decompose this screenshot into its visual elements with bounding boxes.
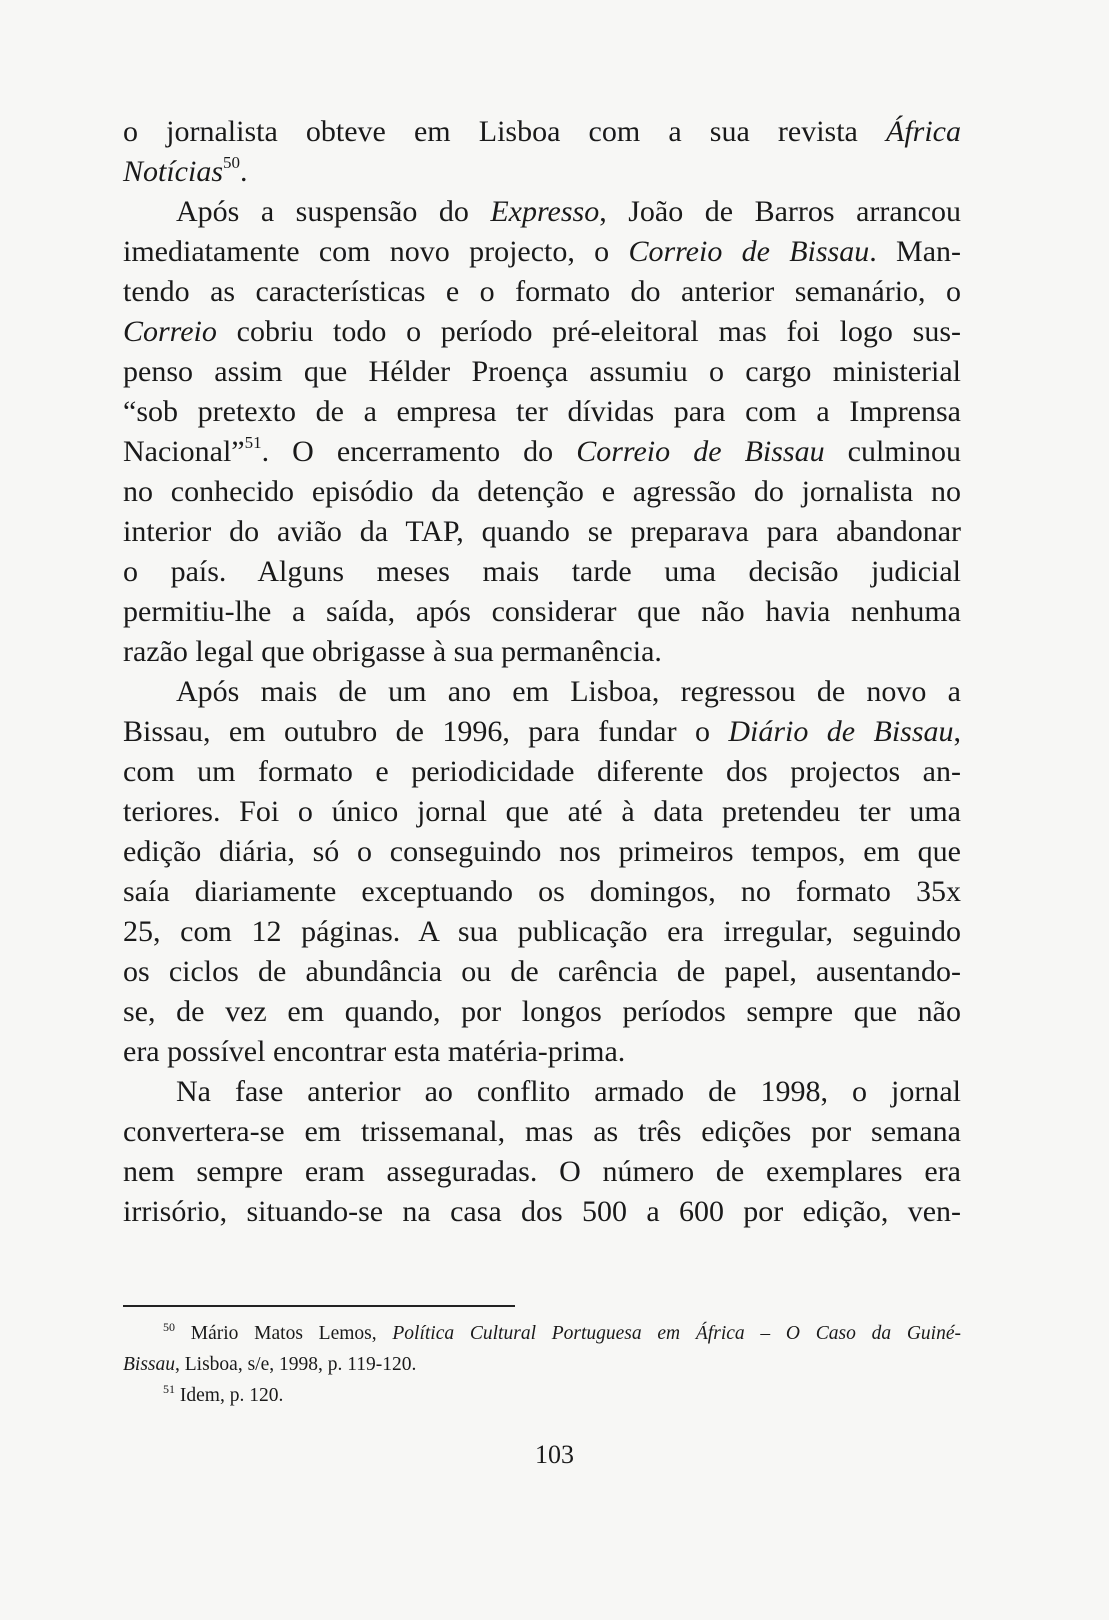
text-line: [123, 712, 961, 752]
text-line: [123, 672, 961, 712]
text-run: cobriu todo o período pré-eleitoral mas foi logo sus-: [216, 315, 961, 348]
text-run: Após a suspensão do: [176, 195, 491, 228]
text-line: [123, 1032, 961, 1072]
text-run: nem sempre eram asseguradas. O número de exemplares era: [123, 1155, 961, 1188]
text-run: interior do avião da TAP, quando se preparava para abandonar: [123, 515, 961, 548]
text-line: [123, 1112, 961, 1152]
text-run: o país. Alguns meses mais tarde uma decisão judicial: [123, 555, 961, 588]
footnote-line: [123, 1349, 961, 1380]
text-line: [123, 592, 961, 632]
text-line: [123, 872, 961, 912]
text-line: [123, 432, 961, 472]
text-run: Na fase anterior ao conflito armado de 1998, o jornal: [176, 1075, 961, 1108]
text-run: Idem, p. 120.: [175, 1385, 284, 1406]
text-line: [123, 512, 961, 552]
text-line: [123, 1192, 961, 1232]
footnote-reference: 51: [163, 1382, 175, 1396]
italic-text: Correio de Bissau: [576, 435, 825, 468]
text-run: .: [240, 155, 248, 188]
text-run: Após mais de um ano em Lisboa, regressou de novo a: [176, 675, 961, 708]
text-run: com um formato e periodicidade diferente dos projectos an-: [123, 755, 961, 788]
text-run: culminou: [824, 435, 961, 468]
text-run: Nacional”: [123, 435, 245, 468]
text-line: [123, 192, 961, 232]
text-line: [123, 272, 961, 312]
italic-text: Notícias: [123, 155, 224, 188]
text-run: Bissau, em outubro de 1996, para fundar o: [123, 715, 729, 748]
text-run: teriores. Foi o único jornal que até à data pretendeu ter uma: [123, 795, 961, 828]
text-run: convertera-se em trissemanal, mas as três edições por semana: [123, 1115, 961, 1148]
page-number: 103: [535, 1440, 574, 1469]
text-run: ,: [953, 715, 961, 748]
text-line: [123, 112, 961, 152]
text-run: no conhecido episódio da detenção e agressão do jornalista no: [123, 475, 961, 508]
italic-text: África: [886, 115, 961, 148]
footnote-reference: 50: [163, 1320, 175, 1334]
italic-text: Diário de Bissau: [728, 715, 954, 748]
text-run: penso assim que Hélder Proença assumiu o cargo ministerial: [123, 355, 961, 388]
text-line: [123, 792, 961, 832]
text-run: . Man-: [869, 235, 961, 268]
text-run: imediatamente com novo projecto, o: [123, 235, 629, 268]
text-line: [123, 1072, 961, 1112]
text-run: irrisório, situando-se na casa dos 500 a 600 por edição, ven-: [123, 1195, 961, 1228]
footnote-divider: [123, 1305, 515, 1307]
text-run: 25, com 12 páginas. A sua publicação era irregular, seguindo: [123, 915, 961, 948]
text-run: , Lisboa, s/e, 1998, p. 119-120.: [175, 1354, 417, 1375]
footnote-reference: 51: [244, 433, 262, 452]
text-line: [123, 832, 961, 872]
text-line: [123, 912, 961, 952]
text-run: se, de vez em quando, por longos períodos sempre que não: [123, 995, 961, 1028]
text-run: . O encerramento do: [261, 435, 577, 468]
footnote-line: [123, 1380, 961, 1411]
italic-text: Correio de Bissau: [628, 235, 870, 268]
text-run: “sob pretexto de a empresa ter dívidas para com a Imprensa: [123, 395, 961, 428]
text-run: tendo as características e o formato do anterior semanário, o: [123, 275, 961, 308]
footnote-line: [123, 1318, 961, 1349]
text-line: [123, 632, 961, 672]
text-run: era possível encontrar esta matéria-prima.: [123, 1035, 626, 1068]
text-line: [123, 232, 961, 272]
text-run: edição diária, só o conseguindo nos primeiros tempos, em que: [123, 835, 961, 868]
italic-text: Política Cultural Portuguesa em África – O Caso da Guiné-: [392, 1323, 961, 1344]
footnote-reference: 50: [223, 153, 241, 172]
text-run: , João de Barros arrancou: [599, 195, 961, 228]
text-line: [123, 992, 961, 1032]
body-text: [123, 112, 961, 1232]
text-line: [123, 472, 961, 512]
footnotes: [123, 1318, 961, 1411]
text-run: saía diariamente exceptuando os domingos, no formato 35x: [123, 875, 961, 908]
text-line: [123, 952, 961, 992]
text-line: [123, 392, 961, 432]
text-line: [123, 552, 961, 592]
text-run: permitiu-lhe a saída, após considerar que não havia nenhuma: [123, 595, 961, 628]
text-line: [123, 1152, 961, 1192]
text-line: [123, 352, 961, 392]
text-run: os ciclos de abundância ou de carência de papel, ausentando-: [123, 955, 961, 988]
text-run: razão legal que obrigasse à sua permanência.: [123, 635, 662, 668]
italic-text: Correio: [123, 315, 217, 348]
text-run: Mário Matos Lemos,: [175, 1323, 393, 1344]
text-run: o jornalista obteve em Lisboa com a sua revista: [123, 115, 886, 148]
italic-text: Expresso: [490, 195, 600, 228]
text-line: [123, 312, 961, 352]
italic-text: Bissau: [123, 1354, 176, 1375]
text-line: [123, 752, 961, 792]
text-line: [123, 152, 961, 192]
